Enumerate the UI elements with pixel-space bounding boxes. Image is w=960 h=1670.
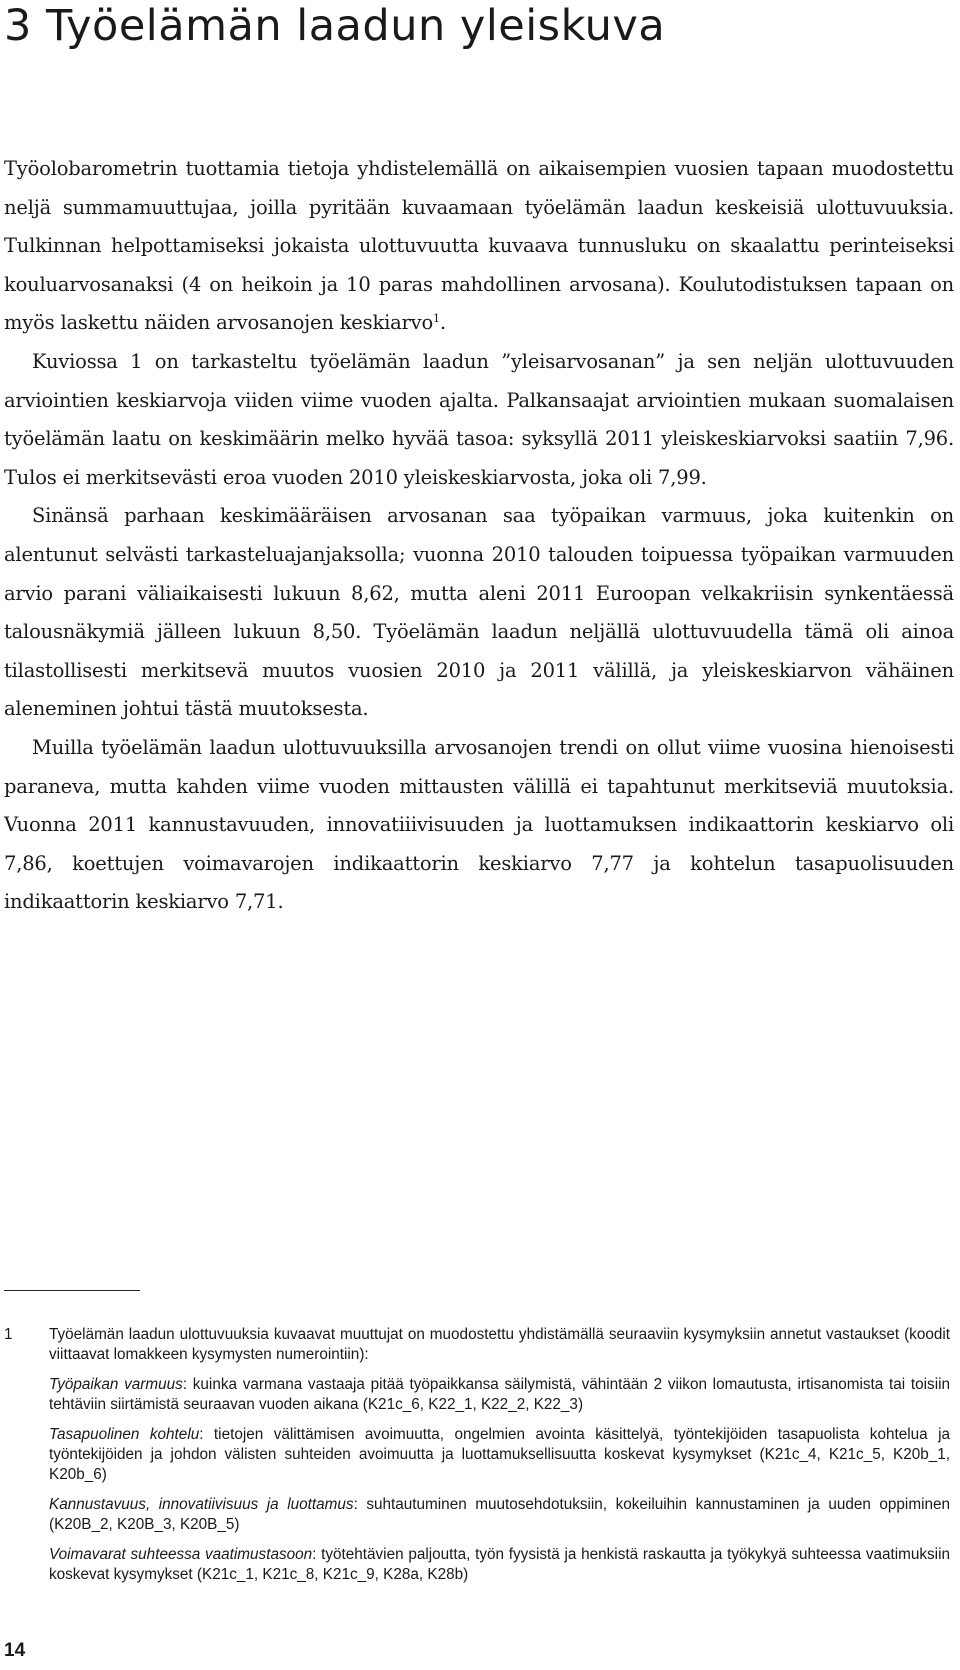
footnote-intro-text: Työelämän laadun ulottuvuuksia kuvaavat muuttujat on muodostettu yhdistämällä seuraaviin kysymyksiin annetut vastaukset (koodit viittaavat lomakkeen kysymysten numerointiin): <box>49 1326 950 1363</box>
footnote-divider <box>4 1290 140 1291</box>
paragraph-1-text: Työolobarometrin tuottamia tietoja yhdistelemällä on aikaisempien vuosien tapaan muodostettu neljä summamuuttujaa, joilla pyritään kuvaamaan työelämän laadun keskeisiä ulottuvuuksia. Tulkinnan helpottamiseksi jokaista ulottuvuutta kuvaava tunnusluku on skaalattu perinteiseksi kouluarvosanaksi (4 on heikoin ja 10 paras mahdollinen arvosana). Koulutodistuksen tapaan on myös laskettu näiden arvosanojen keskiarvo <box>4 157 954 335</box>
paragraph-1-end: . <box>439 311 446 335</box>
footnotes <box>4 1325 950 1595</box>
footnote-term: Tasapuolinen kohtelu <box>49 1426 200 1443</box>
footnote-term: Työpaikan varmuus <box>49 1376 183 1393</box>
paragraph-2: Kuviossa 1 on tarkasteltu työelämän laadun ”yleisarvosanan” ja sen neljän ulottuvuuden arviointien keskiarvoja viiden viime vuoden ajalta. Palkansaajat arviointien mukaan suomalaisen työelämän laatu on keskimäärin melko hyvää tasoa: syksyllä 2011 yleiskeskiarvoksi saatiin 7,96. Tulos ei merkitsevästi eroa vuoden 2010 yleiskeskiarvosta, joka oli 7,99. <box>4 349 954 489</box>
footnote-item <box>4 1425 950 1485</box>
footnote-definition: : työtehtävien paljoutta, työn fyysistä ja henkistä raskautta ja työkykyä suhteessa vaatimuksiin koskevat kysymykset (K21c_1, K21c_8, K21c_9, K28a, K28b) <box>49 1546 950 1583</box>
paragraph-3: Sinänsä parhaan keskimääräisen arvosanan saa työpaikan varmuus, joka kuitenkin on alentunut selvästi tarkasteluajanjaksolla; vuonna 2010 talouden toipuessa työpaikan varmuuden arvio parani väliaikaisesti lukuun 8,62, mutta aleni 2011 Euroopan velkakriisin synkentäessä talousnäkymiä jälleen lukuun 8,50. Työelämän laadun neljällä ulottuvuudella tämä oli ainoa tilastollisesti merkitsevä muutos vuosien 2010 ja 2011 välillä, ja yleiskeskiarvon vähäinen aleneminen johtui tästä muutoksesta. <box>4 504 954 721</box>
footnote-definition: : kuinka varmana vastaaja pitää työpaikkansa säilymistä, vähintään 2 viikon lomautusta, irtisanomista tai toisiin tehtäviin siirtämistä seuraavan vuoden aikana (K21c_6, K22_1, K22_2, K22_3) <box>49 1376 950 1413</box>
footnote-item <box>4 1545 950 1585</box>
footnote-number: 1 <box>4 1326 13 1343</box>
footnote-item <box>4 1375 950 1415</box>
footnote-intro <box>4 1325 950 1365</box>
chapter-title: 3 Työelämän laadun yleiskuva <box>4 1 666 51</box>
paragraph-4: Muilla työelämän laadun ulottuvuuksilla arvosanojen trendi on ollut viime vuosina hienoisesti paraneva, mutta kahden viime vuoden mittausten välillä ei tapahtunut merkitseviä muutoksia. Vuonna 2011 kannustavuuden, innovatiiivisuuden ja luottamuksen indikaattorin keskiarvo oli 7,86, koettujen voimavarojen indikaattorin keskiarvo 7,77 ja kohtelun tasapuolisuuden indikaattorin keskiarvo 7,71. <box>4 735 954 914</box>
footnote-term: Voimavarat suhteessa vaatimustasoon <box>49 1546 313 1563</box>
footnote-definition: : tietojen välittämisen avoimuutta, ongelmien avointa käsittelyä, työntekijöiden tasapuolista kohtelua ja työntekijöiden ja johdon välisten suhteiden avoimuutta ja luottamuksellisuutta koskevat kysymykset (K21c_4, K21c_5, K20b_1, K20b_6) <box>49 1426 951 1483</box>
paragraph-1 <box>4 150 954 343</box>
page-number: 14 <box>4 1640 26 1661</box>
footnote-definition: : suhtautuminen muutosehdotuksiin, kokeiluihin kannustaminen ja uuden oppiminen (K20B_2, K20B_3, K20B_5) <box>49 1496 950 1533</box>
body-text <box>4 150 954 922</box>
footnote-item <box>4 1495 950 1535</box>
footnote-term: Kannustavuus, innovatiivisuus ja luottamus <box>49 1496 354 1513</box>
footnote-reference[interactable]: 1 <box>433 312 440 326</box>
